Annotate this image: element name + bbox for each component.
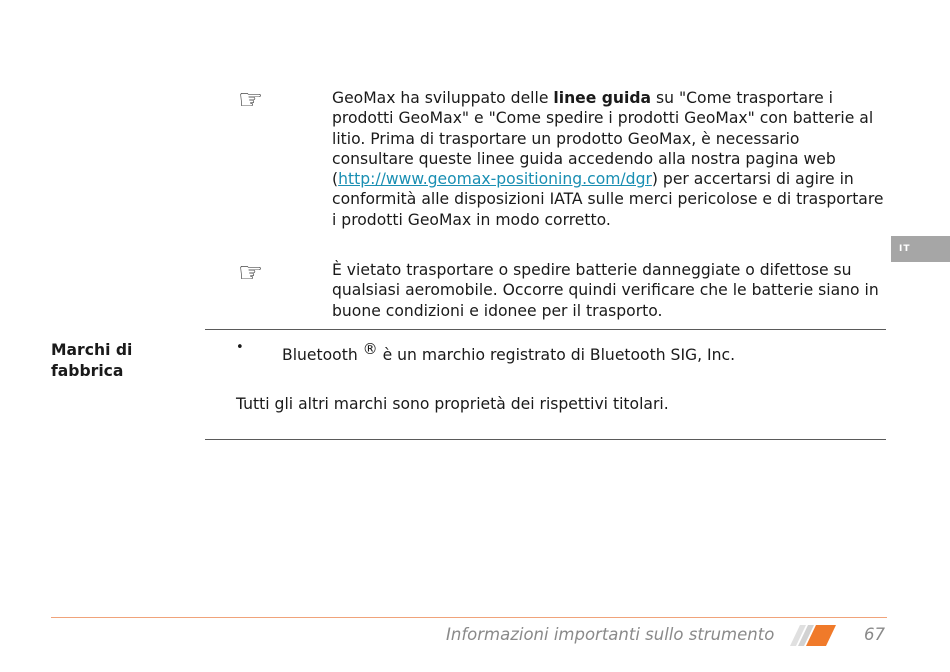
note-damaged-batteries: È vietato trasportare o spedire batterie danneggiate o difettose su qualsiasi aeromobile. Occorre quindi verificare che le batterie siano in buone condizioni e idonee per il trasporto. — [332, 261, 879, 320]
bluetooth-trademark — [282, 340, 736, 365]
section-divider — [205, 329, 886, 330]
bullet: • — [236, 340, 244, 355]
footer-rule — [51, 617, 887, 618]
language-tab[interactable]: IT — [891, 236, 950, 262]
note-geomax-guidelines — [332, 88, 884, 230]
footer-title: Informazioni importanti sullo strumento — [446, 625, 775, 644]
pointing-hand-icon: ☞ — [238, 83, 264, 116]
other-trademarks: Tutti gli altri marchi sono proprietà dei rispettivi titolari. — [236, 395, 669, 413]
note-bold-text: linee guida — [553, 89, 652, 107]
pointing-hand-icon: ☞ — [238, 256, 264, 289]
trademark-text: è un marchio registrato di Bluetooth SIG, Inc. — [377, 346, 736, 364]
note-text: GeoMax ha sviluppato delle — [332, 89, 554, 107]
footer-stripes-icon — [790, 625, 836, 647]
trademark-name: Bluetooth — [282, 346, 358, 364]
note-text: su "Come trasportare i prodotti GeoMax" e "Come spedire i prodotti GeoMax" con batterie al litio. Prima di trasportare un prodotto GeoMax, è necessario consultare queste linee guida accedendo alla nostra pagina web ( — [332, 89, 874, 189]
registered-symbol: ® — [362, 340, 378, 358]
note-text: ) per accertarsi di agire in conformità alle disposizioni IATA sulle merci pericolose e di trasportare i prodotti GeoMax in modo corretto. — [332, 170, 884, 229]
section-divider — [205, 439, 886, 440]
dgr-link[interactable]: http://www.geomax-positioning.com/dgr — [338, 170, 652, 189]
trademarks-heading: Marchi di fabbrica — [51, 341, 133, 380]
page-number: 67 — [864, 625, 885, 644]
